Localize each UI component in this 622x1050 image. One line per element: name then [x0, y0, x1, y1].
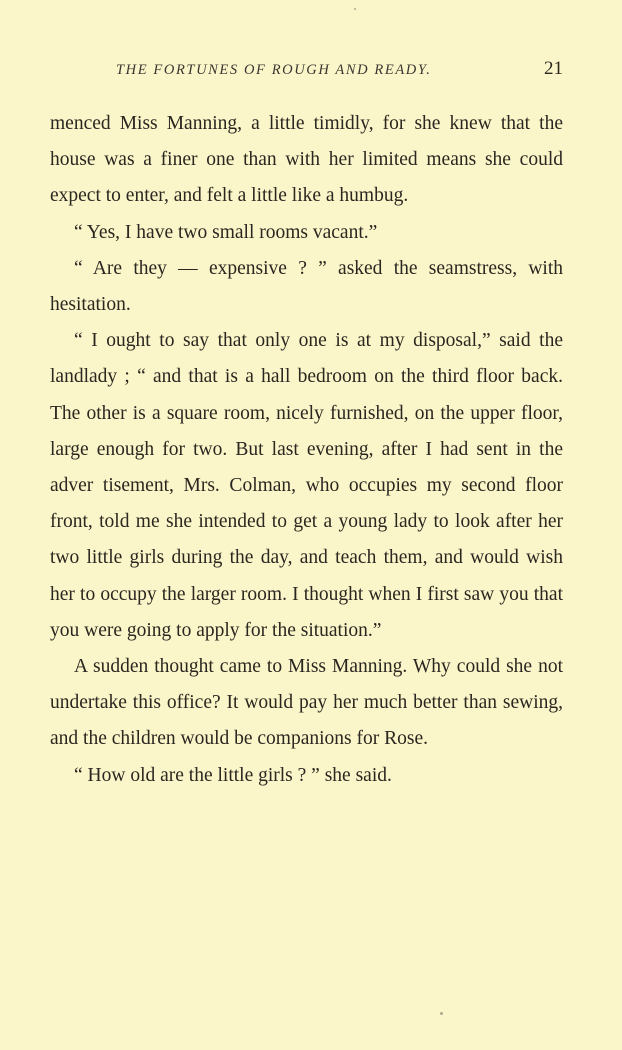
page-number: 21 [544, 58, 563, 79]
paper-speck [354, 8, 356, 10]
paragraph: “ Are they — expensive ? ” asked the seamstress, with hesitation. [50, 257, 563, 316]
paragraph: A sudden thought came to Miss Manning. Why could she not undertake this office? It would pay her much better than sewing, and the children would be companions for Rose. [50, 656, 563, 750]
paragraph: menced Miss Manning, a little timidly, for she knew that the house was a finer one than with her limited means she could expect to enter, and felt a little like a humbug. [50, 113, 563, 207]
paper-speck [440, 1012, 443, 1015]
running-title: THE FORTUNES OF ROUGH AND READY. [116, 62, 432, 78]
paragraph: “ I ought to say that only one is at my disposal,” said the landlady ; “ and that is a hall bedroom on the third floor back. The other is a square room, nicely furnished, on the upper floor, large enough for two. But last evening, after I had sent in the adver tisement, Mrs. Colman, who occupies my second floor front, told me she intended to get a young lady to look after her two little girls during the day, and teach them, and would wish her to occupy the larger room. I thought when I first saw you that you were going to apply for the situation.” [50, 330, 563, 641]
paragraph: “ How old are the little girls ? ” she said. [74, 764, 392, 786]
paragraph: “ Yes, I have two small rooms vacant.” [74, 221, 378, 243]
running-head [50, 58, 563, 86]
body-text [50, 106, 563, 794]
